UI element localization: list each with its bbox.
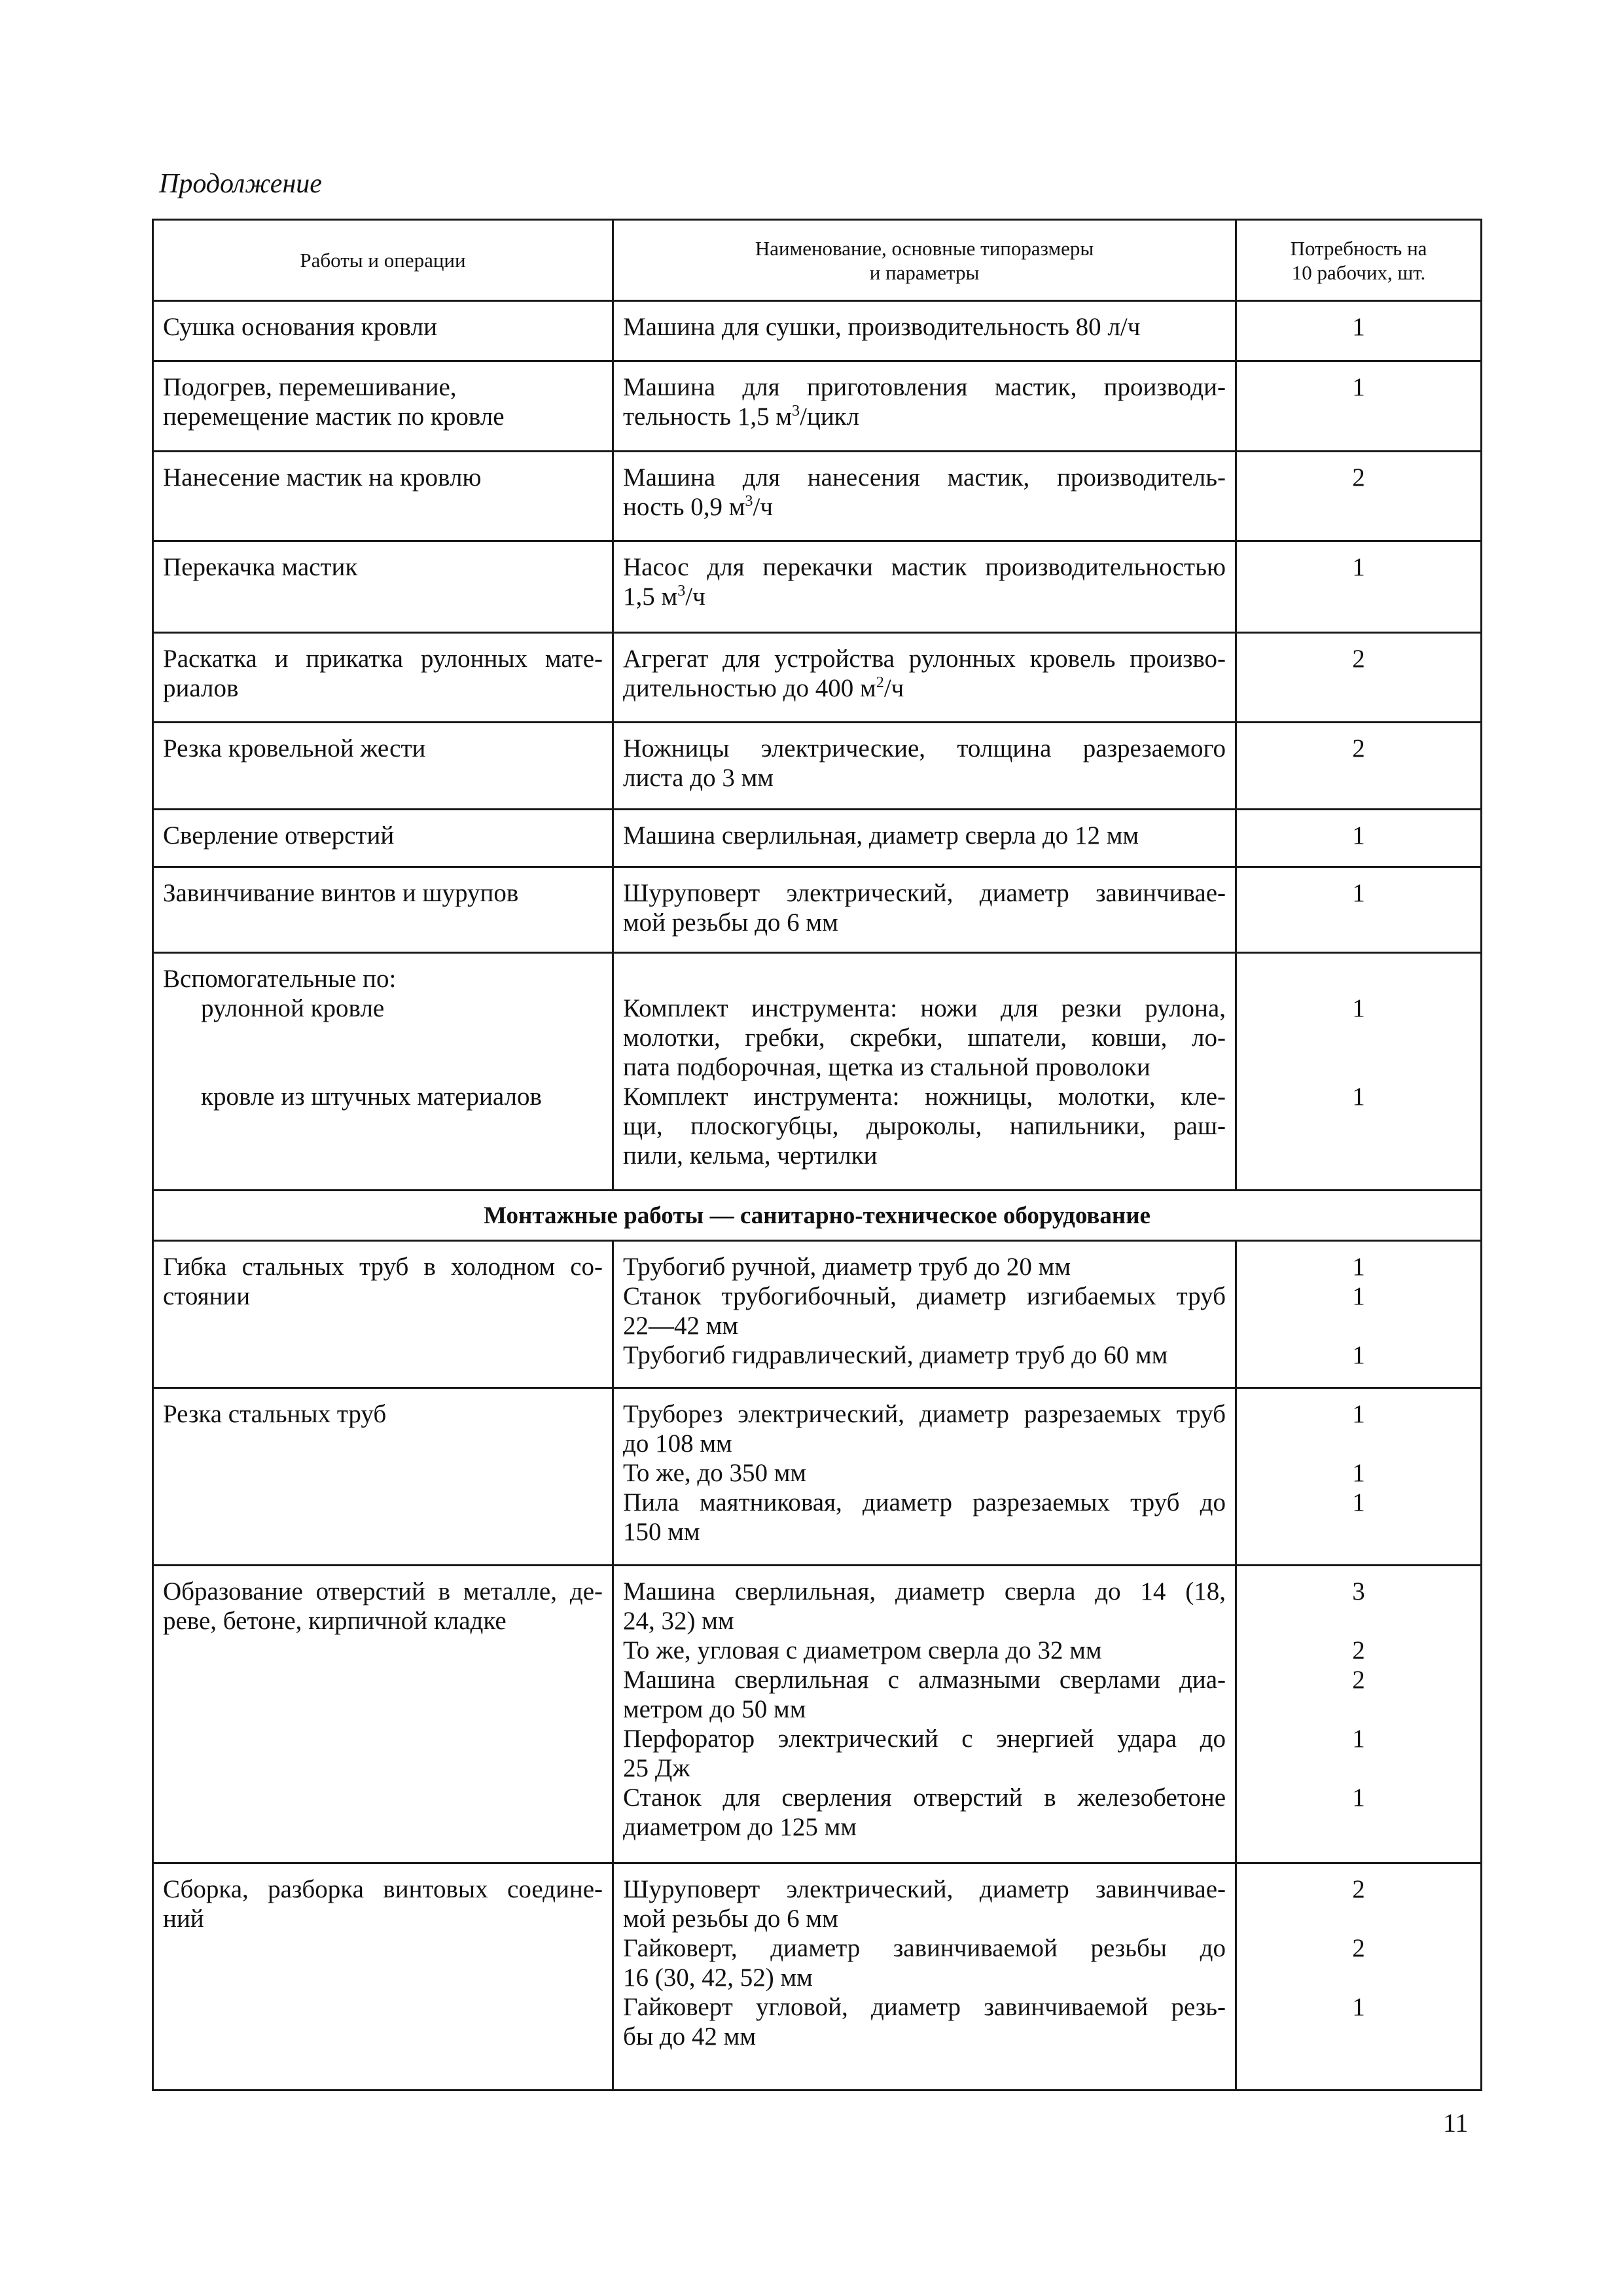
cell-line <box>623 1399 1226 1429</box>
cell-line <box>1246 763 1471 793</box>
line-text: мой резьбы до 6 мм <box>623 1905 838 1933</box>
line-text: Машина сверлильная, диаметр сверла до 12 мм <box>623 821 1139 850</box>
line-text: пата подборочная, щетка из стальной проволоки <box>623 1053 1150 1081</box>
cell-line <box>623 1606 1226 1636</box>
cell-line <box>1246 1399 1471 1429</box>
line-text: 1 <box>1352 1459 1365 1487</box>
cell-line <box>623 964 1226 994</box>
cell-line <box>623 1874 1226 1904</box>
line-text: Шуруповерт электрический, диаметр завинчивае- <box>623 879 1226 907</box>
cell-line <box>623 1904 1226 1933</box>
equipment-cell <box>613 810 1236 867</box>
cell-line <box>163 821 603 850</box>
line-text: Машина для приготовления мастик, производи- <box>623 373 1226 401</box>
line-text: Ножницы электрические, толщина разрезаемого <box>623 734 1226 762</box>
line-text: 25 Дж <box>623 1754 690 1782</box>
cell-line <box>1246 312 1471 342</box>
cell-line <box>1246 1141 1471 1170</box>
cell-line <box>163 964 603 994</box>
cell-line <box>623 1963 1226 1992</box>
line-text: То же, до 350 мм <box>623 1459 807 1487</box>
cell-line <box>163 1282 603 1311</box>
line-text: ний <box>163 1905 204 1933</box>
cell-line <box>1246 1904 1471 1933</box>
cell-line <box>1246 1023 1471 1052</box>
cell-line <box>1246 2022 1471 2051</box>
line-text: Раскатка и прикатка рулонных мате- <box>163 645 603 673</box>
cell-line <box>1246 1753 1471 1783</box>
cell-line <box>623 463 1226 492</box>
cell-line <box>1246 1606 1471 1636</box>
header-works-label: Работы и операции <box>300 249 466 272</box>
works-cell <box>153 723 613 810</box>
superscript: 2 <box>876 673 884 691</box>
cell-line <box>623 582 1226 611</box>
cell-line <box>623 1082 1226 1111</box>
equipment-cell <box>613 1566 1236 1863</box>
line-text: Агрегат для устройства рулонных кровель произво- <box>623 645 1226 673</box>
cell-line <box>623 763 1226 793</box>
line-text: 1 <box>1352 1083 1365 1111</box>
cell-line <box>623 1141 1226 1170</box>
cell-line <box>623 1636 1226 1665</box>
line-text: /ч <box>685 583 705 611</box>
table-body <box>153 301 1482 2090</box>
cell-line <box>623 312 1226 342</box>
works-cell <box>153 810 613 867</box>
line-text: Сверление отверстий <box>163 821 395 850</box>
cell-line <box>1246 492 1471 522</box>
line-text: /цикл <box>800 403 860 431</box>
line-text: Завинчивание винтов и шурупов <box>163 879 519 907</box>
cell-line <box>163 734 603 763</box>
line-text: 1 <box>1352 1400 1365 1428</box>
cell-line <box>1246 994 1471 1023</box>
quantity-cell <box>1236 452 1482 541</box>
cell-line <box>623 1812 1226 1842</box>
cell-line <box>623 1023 1226 1052</box>
line-text: 1 <box>1352 553 1365 581</box>
line-text: Пила маятниковая, диаметр разрезаемых труб до <box>623 1488 1226 1516</box>
cell-line <box>1246 1282 1471 1311</box>
cell-line <box>623 1111 1226 1141</box>
section-title: Монтажные работы — санитарно-техническое оборудование <box>484 1202 1150 1229</box>
quantity-cell <box>1236 723 1482 810</box>
line-text: реве, бетоне, кирпичной кладке <box>163 1607 507 1635</box>
line-text: 1 <box>1352 821 1365 850</box>
cell-line <box>623 1252 1226 1282</box>
superscript: 3 <box>677 582 686 600</box>
cell-line <box>623 372 1226 402</box>
line-text: 24, 32) мм <box>623 1607 734 1635</box>
cell-line <box>623 1665 1226 1695</box>
line-text: Насос для перекачки мастик производительностью <box>623 553 1226 581</box>
line-text: 2 <box>1352 463 1365 492</box>
works-cell <box>153 541 613 633</box>
cell-line <box>623 644 1226 673</box>
cell-line <box>623 1577 1226 1606</box>
cell-line <box>623 402 1226 431</box>
line-text: диаметром до 125 мм <box>623 1813 857 1841</box>
cell-line <box>1246 1082 1471 1111</box>
cell-line <box>623 552 1226 582</box>
cell-line <box>163 312 603 342</box>
cell-line <box>623 492 1226 522</box>
cell-line <box>1246 1052 1471 1082</box>
line-text: Станок для сверления отверстий в железобетоне <box>623 1784 1226 1812</box>
quantity-cell <box>1236 810 1482 867</box>
cell-line <box>1246 1111 1471 1141</box>
line-text: 150 мм <box>623 1518 700 1546</box>
line-text: 1 <box>1352 1253 1365 1281</box>
cell-line <box>163 1052 603 1082</box>
cell-line <box>623 1458 1226 1488</box>
cell-line <box>623 1052 1226 1082</box>
line-text: Перекачка мастик <box>163 553 358 581</box>
cell-line <box>1246 964 1471 994</box>
equipment-cell <box>613 301 1236 361</box>
equipment-cell <box>613 1863 1236 2090</box>
line-text: Подогрев, перемешивание, <box>163 373 457 401</box>
line-text: 1 <box>1352 1725 1365 1753</box>
line-text: Трубогиб гидравлический, диаметр труб до 60 мм <box>623 1341 1168 1369</box>
equipment-cell <box>613 723 1236 810</box>
header-quantity-label: 10 рабочих, шт. <box>1291 260 1426 284</box>
line-text: 2 <box>1352 1934 1365 1962</box>
cell-line <box>1246 878 1471 908</box>
works-cell <box>153 1241 613 1388</box>
quantity-cell <box>1236 541 1482 633</box>
header-equipment <box>613 220 1236 301</box>
cell-line <box>623 673 1226 703</box>
line-text: 1 <box>1352 1341 1365 1369</box>
cell-line <box>1246 1252 1471 1282</box>
line-text: риалов <box>163 674 239 702</box>
cell-line <box>623 1429 1226 1458</box>
table-row <box>153 1388 1482 1566</box>
cell-line <box>1246 1340 1471 1370</box>
equipment-cell <box>613 1241 1236 1388</box>
line-text: пили, кельма, чертилки <box>623 1141 878 1170</box>
cell-line <box>1246 673 1471 703</box>
header-quantity <box>1236 220 1482 301</box>
table-row <box>153 723 1482 810</box>
header-quantity-label: Потребность на <box>1290 236 1427 260</box>
works-cell <box>153 953 613 1191</box>
cell-line <box>623 734 1226 763</box>
equipment-cell <box>613 541 1236 633</box>
line-text: 1 <box>1352 879 1365 907</box>
cell-line <box>623 1282 1226 1311</box>
table-row <box>153 301 1482 361</box>
cell-line <box>1246 734 1471 763</box>
cell-line <box>1246 402 1471 431</box>
equipment-cell <box>613 452 1236 541</box>
line-text: 1 <box>1352 313 1365 341</box>
quantity-cell <box>1236 361 1482 452</box>
cell-line <box>163 1577 603 1606</box>
cell-line <box>1246 1517 1471 1547</box>
quantity-cell <box>1236 301 1482 361</box>
cell-line <box>623 1724 1226 1753</box>
line-text: Станок трубогибочный, диаметр изгибаемых труб <box>623 1282 1226 1310</box>
cell-line <box>1246 1724 1471 1753</box>
equipment-cell <box>613 867 1236 953</box>
cell-line <box>1246 1577 1471 1606</box>
header-works <box>153 220 613 301</box>
line-text: 16 (30, 42, 52) мм <box>623 1964 813 1992</box>
cell-line <box>163 673 603 703</box>
header-equipment-label: Наименование, основные типоразмеры <box>755 236 1094 260</box>
line-text: дительностью до 400 м <box>623 674 876 702</box>
line-text: кровле из штучных материалов <box>201 1083 542 1111</box>
works-cell <box>153 1863 613 2090</box>
table-row <box>153 452 1482 541</box>
table-row <box>153 633 1482 723</box>
superscript: 3 <box>792 402 800 420</box>
superscript: 3 <box>745 492 753 510</box>
line-text: тельность 1,5 м <box>623 403 793 431</box>
line-text: 3 <box>1352 1577 1365 1605</box>
line-text: Машина для нанесения мастик, производитель- <box>623 463 1226 492</box>
cell-line <box>623 2022 1226 2051</box>
line-text: мой резьбы до 6 мм <box>623 908 838 937</box>
cell-line <box>163 878 603 908</box>
line-text: Труборез электрический, диаметр разрезаемых труб <box>623 1400 1226 1428</box>
line-text: метром до 50 мм <box>623 1695 806 1723</box>
line-text: 1 <box>1352 994 1365 1022</box>
works-cell <box>153 1566 613 1863</box>
section-title-cell <box>153 1191 1482 1241</box>
cell-line <box>1246 1488 1471 1517</box>
line-text: листа до 3 мм <box>623 764 774 792</box>
cell-line <box>163 994 603 1023</box>
table-row <box>153 953 1482 1191</box>
line-text: перемещение мастик по кровле <box>163 403 505 431</box>
quantity-cell <box>1236 953 1482 1191</box>
cell-line <box>163 1904 603 1933</box>
cell-line <box>1246 1963 1471 1992</box>
line-text: Машина сверлильная, диаметр сверла до 14 (18, <box>623 1577 1226 1605</box>
line-text: 2 <box>1352 1666 1365 1694</box>
cell-line <box>163 1606 603 1636</box>
cell-line <box>1246 552 1471 582</box>
line-text: ность 0,9 м <box>623 493 745 521</box>
quantity-cell <box>1236 1863 1482 2090</box>
line-text: То же, угловая с диаметром сверла до 32 мм <box>623 1636 1102 1664</box>
equipment-cell <box>613 633 1236 723</box>
cell-line <box>623 1488 1226 1517</box>
line-text: 2 <box>1352 1636 1365 1664</box>
line-text: рулонной кровле <box>201 994 385 1022</box>
table-row <box>153 1863 1482 2090</box>
works-cell <box>153 361 613 452</box>
cell-line <box>1246 1636 1471 1665</box>
line-text: Машина сверлильная с алмазными сверлами диа- <box>623 1666 1226 1694</box>
quantity-cell <box>1236 1241 1482 1388</box>
line-text: Машина для сушки, производительность 80 л/ч <box>623 313 1141 341</box>
works-cell <box>153 301 613 361</box>
line-text: Резка кровельной жести <box>163 734 426 762</box>
cell-line <box>623 1695 1226 1724</box>
cell-line <box>1246 1311 1471 1340</box>
works-cell <box>153 867 613 953</box>
table-row <box>153 1566 1482 1863</box>
line-text: 2 <box>1352 734 1365 762</box>
cell-line <box>1246 463 1471 492</box>
continuation-title: Продолжение <box>159 169 322 199</box>
equipment-table <box>152 219 1482 2091</box>
table-row <box>153 810 1482 867</box>
cell-line <box>1246 372 1471 402</box>
works-cell <box>153 1388 613 1566</box>
cell-line <box>1246 1783 1471 1812</box>
line-text: стоянии <box>163 1282 251 1310</box>
cell-line <box>623 908 1226 937</box>
equipment-cell <box>613 1388 1236 1566</box>
cell-line <box>163 463 603 492</box>
line-text: /ч <box>753 493 773 521</box>
cell-line <box>623 1992 1226 2022</box>
works-cell <box>153 633 613 723</box>
cell-line <box>1246 821 1471 850</box>
line-text: щи, плоскогубцы, дыроколы, напильники, раш- <box>623 1112 1226 1140</box>
cell-line <box>1246 1665 1471 1695</box>
line-text: 22—42 мм <box>623 1312 739 1340</box>
cell-line <box>163 1252 603 1282</box>
line-text: Гайковерт угловой, диаметр завинчиваемой резь- <box>623 1993 1226 2021</box>
cell-line <box>1246 1695 1471 1724</box>
line-text: Сборка, разборка винтовых соедине- <box>163 1875 603 1903</box>
section-title-row <box>153 1191 1482 1241</box>
cell-line <box>623 878 1226 908</box>
cell-line <box>163 402 603 431</box>
table-row <box>153 361 1482 452</box>
page-number: 11 <box>1443 2108 1469 2138</box>
line-text: 1 <box>1352 1488 1365 1516</box>
cell-line <box>623 1340 1226 1370</box>
line-text: /ч <box>883 674 904 702</box>
line-text: Сушка основания кровли <box>163 313 437 341</box>
line-text: Гибка стальных труб в холодном со- <box>163 1253 603 1281</box>
cell-line <box>623 1753 1226 1783</box>
cell-line <box>623 1311 1226 1340</box>
line-text: Перфоратор электрический с энергией удара до <box>623 1725 1226 1753</box>
line-text: Образование отверстий в металле, де- <box>163 1577 603 1605</box>
table-row <box>153 867 1482 953</box>
cell-line <box>623 994 1226 1023</box>
table-header <box>153 220 1482 301</box>
equipment-cell <box>613 361 1236 452</box>
line-text: 1 <box>1352 1282 1365 1310</box>
cell-line <box>163 1023 603 1052</box>
cell-line <box>1246 1992 1471 2022</box>
line-text: Гайковерт, диаметр завинчиваемой резьбы до <box>623 1934 1226 1962</box>
header-equipment-label: и параметры <box>869 260 980 284</box>
cell-line <box>623 1783 1226 1812</box>
quantity-cell <box>1236 1388 1482 1566</box>
line-text: 1 <box>1352 373 1365 401</box>
line-text: 2 <box>1352 1875 1365 1903</box>
cell-line <box>623 821 1226 850</box>
line-text: 1,5 м <box>623 583 678 611</box>
line-text: Нанесение мастик на кровлю <box>163 463 482 492</box>
cell-line <box>163 552 603 582</box>
line-text: бы до 42 мм <box>623 2022 756 2051</box>
cell-line <box>163 372 603 402</box>
cell-line <box>163 1399 603 1429</box>
cell-line <box>1246 1429 1471 1458</box>
quantity-cell <box>1236 1566 1482 1863</box>
cell-line <box>1246 1458 1471 1488</box>
cell-line <box>1246 1874 1471 1904</box>
line-text: Вспомогательные по: <box>163 965 397 993</box>
line-text: 2 <box>1352 645 1365 673</box>
cell-line <box>1246 908 1471 937</box>
line-text: 1 <box>1352 1784 1365 1812</box>
works-cell <box>153 452 613 541</box>
cell-line <box>1246 1812 1471 1842</box>
cell-line <box>623 1933 1226 1963</box>
table-row <box>153 541 1482 633</box>
quantity-cell <box>1236 867 1482 953</box>
line-text: 1 <box>1352 1993 1365 2021</box>
table-row <box>153 1241 1482 1388</box>
cell-line <box>623 1517 1226 1547</box>
cell-line <box>163 1082 603 1111</box>
line-text: до 108 мм <box>623 1429 732 1458</box>
line-text: Трубогиб ручной, диаметр труб до 20 мм <box>623 1253 1071 1281</box>
cell-line <box>163 1874 603 1904</box>
cell-line <box>1246 1933 1471 1963</box>
quantity-cell <box>1236 633 1482 723</box>
line-text: молотки, гребки, скребки, шпатели, ковши, ло- <box>623 1024 1226 1052</box>
line-text: Комплект инструмента: ножницы, молотки, кле- <box>623 1083 1226 1111</box>
line-text: Резка стальных труб <box>163 1400 387 1428</box>
cell-line <box>1246 644 1471 673</box>
line-text: Шуруповерт электрический, диаметр завинчивае- <box>623 1875 1226 1903</box>
cell-line <box>163 644 603 673</box>
cell-line <box>1246 582 1471 611</box>
equipment-cell <box>613 953 1236 1191</box>
line-text: Комплект инструмента: ножи для резки рулона, <box>623 994 1226 1022</box>
